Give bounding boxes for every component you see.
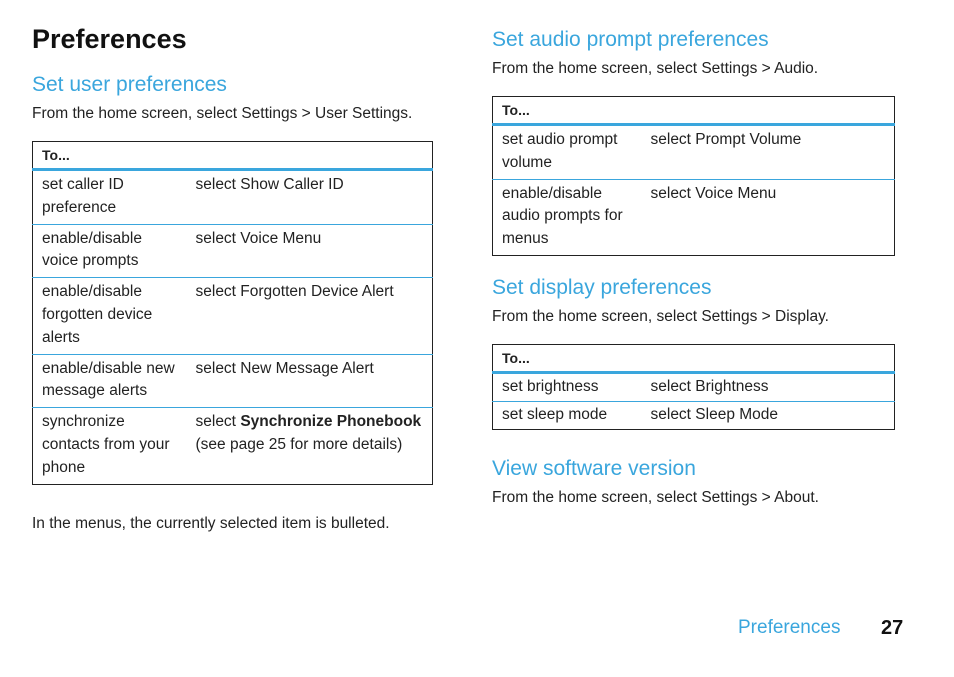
table-row xyxy=(33,278,433,354)
task-cell: set audio prompt volume xyxy=(493,125,642,180)
table-row xyxy=(493,373,895,402)
software-version-heading: View software version xyxy=(492,457,696,480)
table-header: To... xyxy=(493,345,895,373)
action-cell: select Forgotten Device Alert xyxy=(187,278,433,354)
action-cell: select Brightness xyxy=(642,373,895,402)
software-version-intro: From the home screen, select Settings > About. xyxy=(492,489,819,506)
display-preferences-table xyxy=(492,344,895,430)
task-cell: enable/disable forgotten device alerts xyxy=(33,278,187,354)
software-version-section xyxy=(492,456,819,508)
user-preferences-section xyxy=(32,72,433,485)
user-preferences-table xyxy=(32,141,433,485)
task-cell: enable/disable voice prompts xyxy=(33,224,187,278)
table-row xyxy=(33,224,433,278)
display-preferences-intro: From the home screen, select Settings > Display. xyxy=(492,308,829,325)
action-cell: select Sleep Mode xyxy=(642,402,895,430)
page-number: 27 xyxy=(881,617,904,639)
audio-preferences-heading: Set audio prompt preferences xyxy=(492,28,769,51)
task-cell: synchronize contacts from your phone xyxy=(33,408,187,484)
action-cell: select Voice Menu xyxy=(642,179,895,255)
task-cell: set sleep mode xyxy=(493,402,642,430)
action-cell: select New Message Alert xyxy=(187,354,433,408)
footer-section-label: Preferences xyxy=(738,617,841,638)
audio-preferences-intro: From the home screen, select Settings > Audio. xyxy=(492,60,819,77)
table-row xyxy=(33,354,433,408)
user-preferences-heading: Set user preferences xyxy=(32,73,227,96)
page-title: Preferences xyxy=(32,24,187,54)
action-cell: select Voice Menu xyxy=(187,224,433,278)
action-prefix: select xyxy=(195,413,241,431)
task-cell: set caller ID preference xyxy=(33,170,187,225)
table-header: To... xyxy=(493,97,895,125)
menu-note: In the menus, the currently selected item is bulleted. xyxy=(32,515,390,532)
task-cell: enable/disable new message alerts xyxy=(33,354,187,408)
display-preferences-heading: Set display preferences xyxy=(492,276,712,299)
display-preferences-section xyxy=(492,275,895,430)
audio-preferences-section xyxy=(492,27,895,256)
table-row xyxy=(493,179,895,255)
table-row xyxy=(33,170,433,225)
action-cell xyxy=(187,408,433,484)
action-cell: select Prompt Volume xyxy=(642,125,895,180)
table-row xyxy=(33,408,433,484)
audio-preferences-table xyxy=(492,96,895,256)
task-cell: set brightness xyxy=(493,373,642,402)
table-row xyxy=(493,125,895,180)
user-preferences-intro: From the home screen, select Settings > User Settings. xyxy=(32,105,413,122)
action-bold-term: Synchronize Phonebook xyxy=(240,413,422,431)
action-cell: select Show Caller ID xyxy=(187,170,433,225)
table-row xyxy=(493,402,895,430)
table-header: To... xyxy=(33,142,433,170)
action-suffix: (see page 25 for more details) xyxy=(195,435,403,453)
task-cell: enable/disable audio prompts for menus xyxy=(493,179,642,255)
